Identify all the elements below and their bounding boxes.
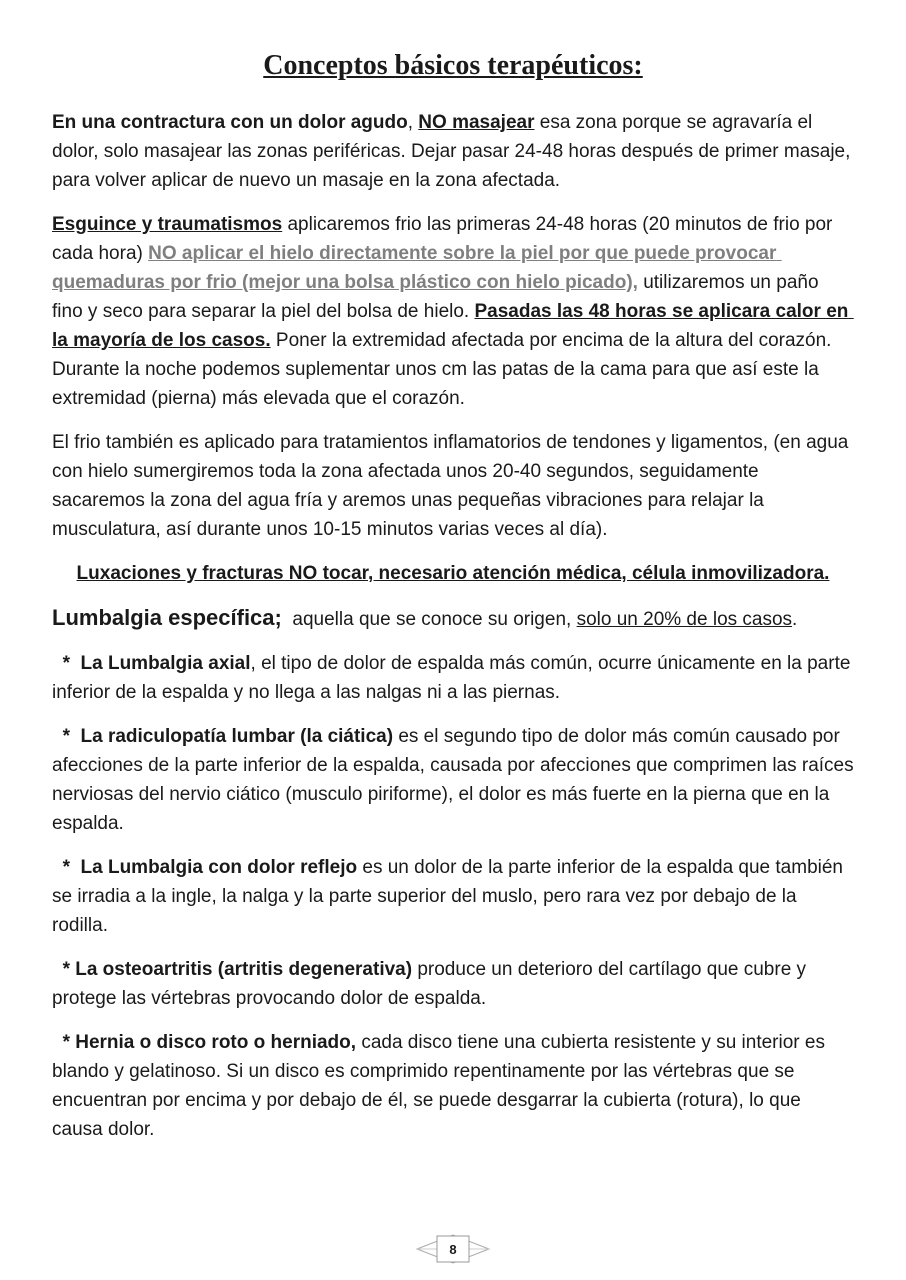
paragraph-hernia (52, 1028, 854, 1144)
text-run: Luxaciones y fracturas NO tocar, necesario atención médica, célula inmovilizadora. (76, 563, 830, 584)
text-run: Conceptos básicos terapéuticos: (263, 50, 643, 81)
text-run: produce un deterioro del cartílago que cubre y protege las vértebras provocando dolor de espalda. (52, 959, 812, 1009)
paragraph-luxaciones (52, 559, 854, 588)
text-run: aquella que se conoce su origen, (281, 609, 577, 630)
paragraph-lumbalgia-especifica (52, 603, 854, 634)
text-run: esa zona porque se agravaría el dolor, solo masajear las zonas periféricas. Dejar pasar 24-48 horas después de primer masaje, para volver aplicar de nuevo un masaje en la zona afectada. (52, 112, 861, 191)
text-run: utilizaremos un paño fino y seco para separar la piel del bolsa de hielo. (52, 272, 824, 322)
text-run: * Hernia o disco roto o herniado, (52, 1032, 357, 1053)
text-run: * La Lumbalgia con dolor reflejo (52, 857, 363, 878)
text-run: . (792, 609, 798, 630)
paragraph-contractura (52, 108, 861, 195)
text-run: Pasadas las 48 horas se aplicara calor en la mayoría de los casos. (52, 301, 854, 351)
text-run: * La osteoartritis (artritis degenerativa) (52, 959, 418, 980)
text-run: NO aplicar el hielo directamente sobre la piel por que puede provocar quemaduras por frio (mejor una bolsa plástico con hielo picado), (52, 243, 782, 293)
text-run: NO masajear (418, 112, 535, 133)
text-run: * La radiculopatía lumbar (la ciática) (52, 726, 399, 747)
paragraph-radiculopatia (52, 722, 859, 838)
text-run: En una contractura con un dolor agudo (52, 112, 408, 133)
text-run: cada disco tiene una cubierta resistente y su interior es blando y gelatinoso. Si un disco es comprimido repentinamente por las vértebras que se encuentran por encima y por debajo de él, se puede desgarrar la cubierta (rotura), lo que causa dolor. (52, 1032, 831, 1140)
text-run: Poner la extremidad afectada por encima de la altura del corazón. Durante la noche podemos suplementar unos cm las patas de la cama para que así este la extremidad (pierna) más elevada que el corazón. (52, 330, 837, 409)
paragraph-osteoartritis (52, 955, 854, 1013)
document-title (52, 50, 854, 82)
paragraph-frio-tratamientos (52, 428, 854, 544)
text-run: , el tipo de dolor de espalda más común, ocurre únicamente en la parte inferior de la espalda y no llega a las nalgas ni a las piernas. (52, 653, 856, 703)
paragraph-esguince (52, 210, 854, 413)
text-run: Esguince y traumatismos (52, 214, 283, 235)
text-run: * La Lumbalgia axial (52, 653, 251, 674)
page-number-ornament (415, 1232, 491, 1266)
text-run: es el segundo tipo de dolor más común causado por afecciones de la parte inferior de la espalda, causada por afecciones que comprimen las raíces nerviosas del nervio ciático (musculo piriforme), el dolor es más fuerte en la pierna que en la espalda. (52, 726, 859, 834)
text-run: Lumbalgia específica; (52, 605, 282, 630)
text-run: El frio también es aplicado para tratamientos inflamatorios de tendones y ligamentos, (en agua con hielo sumergiremos toda la zona afectada unos 20-40 segundos, seguidamente sacaremos la zona del agua fría y aremos unas pequeñas vibraciones para relajar la musculatura, así durante unos 10-15 minutos varias veces al día). (52, 432, 854, 540)
paragraph-lumbalgia-axial (52, 649, 854, 707)
paragraph-dolor-reflejo (52, 853, 854, 940)
text-run: es un dolor de la parte inferior de la espalda que también se irradia a la ingle, la nalga y la parte superior del muslo, pero rara vez por debajo de la rodilla. (52, 857, 849, 936)
page-footer (0, 1232, 906, 1266)
text-run: solo un 20% de los casos (576, 609, 793, 630)
page-number: 8 (449, 1241, 457, 1257)
text-run: aplicaremos frio las primeras 24-48 horas (20 minutos de frio por cada hora) (52, 214, 838, 264)
text-run: , (407, 112, 419, 133)
